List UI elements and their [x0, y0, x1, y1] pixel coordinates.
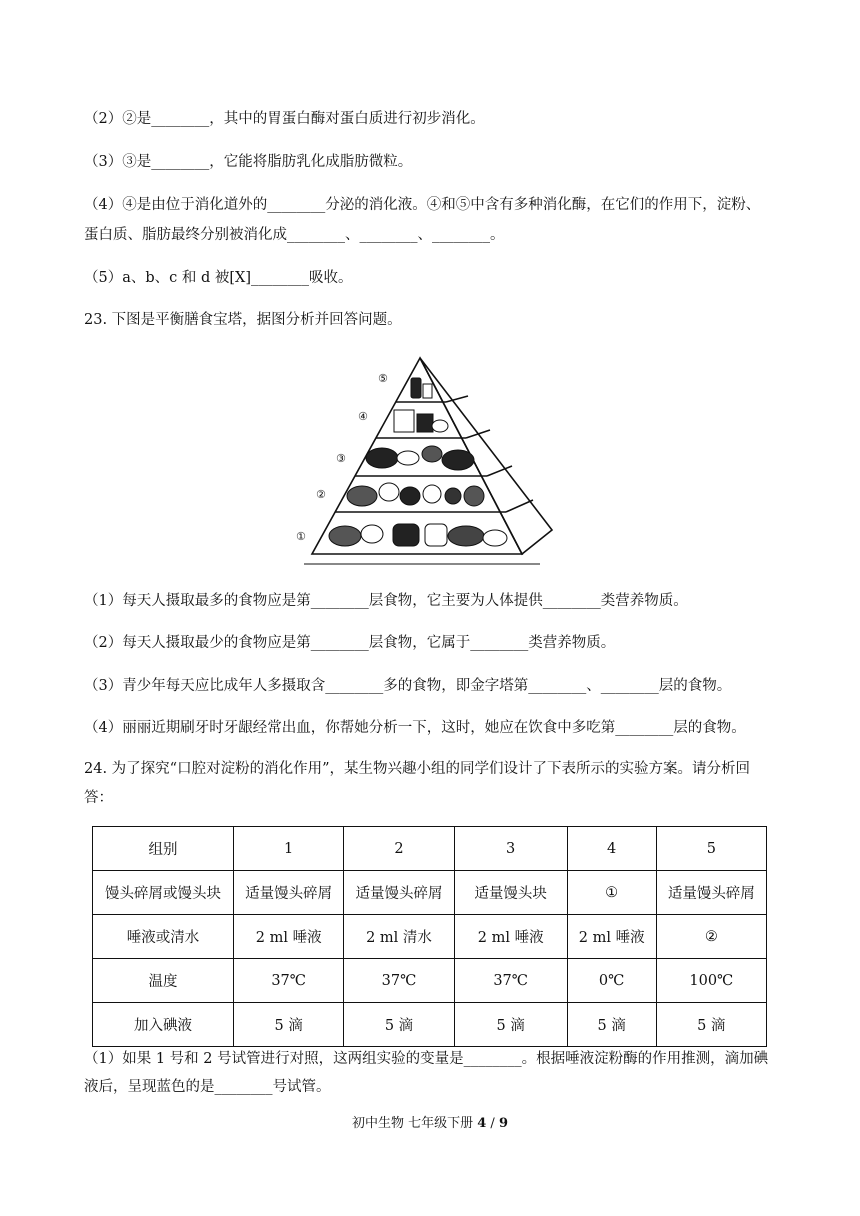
table-row [93, 915, 767, 959]
table-cell: 37℃ [234, 959, 344, 1003]
food-pyramid-image [290, 350, 565, 565]
table-cell: 1 [234, 827, 344, 871]
table-row [93, 827, 767, 871]
table-row [93, 959, 767, 1003]
table-cell: 适量馒头块 [454, 871, 567, 915]
line-p2: （2）②是________，其中的胃蛋白酶对蛋白质进行初步消化。 [84, 111, 485, 127]
footer-page-number: 4 [477, 1116, 487, 1131]
table-cell: 馒头碎屑或馒头块 [93, 871, 234, 915]
question-24-line1: 24. 为了探究“口腔对淀粉的消化作用”，某生物兴趣小组的同学们设计了下表所示的实验方案。请分析回 [84, 761, 750, 777]
line-q23-4: （4）丽丽近期刷牙时牙龈经常出血，你帮她分析一下，这时，她应在饮食中多吃第________层的食物。 [84, 720, 746, 736]
line-p4a: （4）④是由位于消化道外的________分泌的消化液。④和⑤中含有多种消化酶，在它们的作用下，淀粉、 [84, 197, 761, 213]
table-cell: 100℃ [656, 959, 766, 1003]
experiment-table [92, 826, 767, 1047]
question-23: 23. 下图是平衡膳食宝塔，据图分析并回答问题。 [84, 312, 402, 328]
footer-subject: 初中生物 七年级下册 [351, 1116, 478, 1131]
pyramid-level-2-label: ② [316, 488, 326, 501]
table-cell: 5 滴 [656, 1003, 766, 1047]
table-cell: 5 滴 [454, 1003, 567, 1047]
table-cell: 适量馒头碎屑 [234, 871, 344, 915]
table-cell: 5 [656, 827, 766, 871]
table-cell: 2 ml 唾液 [454, 915, 567, 959]
table-cell: 5 滴 [234, 1003, 344, 1047]
table-cell: ② [656, 915, 766, 959]
table-cell: 组别 [93, 827, 234, 871]
question-24-line2: 答： [84, 790, 113, 806]
pyramid-level-1-label: ① [296, 530, 306, 543]
table-cell: 5 滴 [567, 1003, 656, 1047]
footer-separator: / [486, 1116, 499, 1131]
page-footer [0, 1112, 860, 1131]
pyramid-level-4-label: ④ [358, 410, 368, 423]
table-row [93, 871, 767, 915]
table-cell: 2 ml 唾液 [234, 915, 344, 959]
table-cell: 适量馒头碎屑 [344, 871, 454, 915]
table-cell: 2 ml 清水 [344, 915, 454, 959]
line-q24-1a: （1）如果 1 号和 2 号试管进行对照，这两组实验的变量是________。根据唾液淀粉酶的作用推测，滴加碘 [84, 1051, 769, 1067]
table-cell: 37℃ [344, 959, 454, 1003]
line-p5: （5）a、b、c 和 d 被[X]________吸收。 [84, 270, 353, 286]
table-cell: 2 ml 唾液 [567, 915, 656, 959]
table-cell: 适量馒头碎屑 [656, 871, 766, 915]
line-q23-2: （2）每天人摄取最少的食物应是第________层食物，它属于________类营养物质。 [84, 635, 616, 651]
footer-page-total: 9 [498, 1116, 508, 1131]
table-cell: 0℃ [567, 959, 656, 1003]
pyramid-level-5-label: ⑤ [378, 372, 388, 385]
line-q23-1: （1）每天人摄取最多的食物应是第________层食物，它主要为人体提供________类营养物质。 [84, 593, 688, 609]
table-cell: 4 [567, 827, 656, 871]
table-cell: 37℃ [454, 959, 567, 1003]
table-cell: 加入碘液 [93, 1003, 234, 1047]
line-q24-1b: 液后，呈现蓝色的是________号试管。 [84, 1079, 331, 1095]
pyramid-level-3-label: ③ [336, 452, 346, 465]
table-cell: 5 滴 [344, 1003, 454, 1047]
table-cell: ① [567, 871, 656, 915]
line-q23-3: （3）青少年每天应比成年人多摄取含________多的食物，即金字塔第________、________层的食物。 [84, 678, 732, 694]
line-p3: （3）③是________，它能将脂肪乳化成脂肪微粒。 [84, 154, 413, 170]
table-cell: 3 [454, 827, 567, 871]
line-p4b: 蛋白质、脂肪最终分别被消化成________、________、________。 [84, 227, 505, 243]
table-cell: 唾液或清水 [93, 915, 234, 959]
table-cell: 2 [344, 827, 454, 871]
table-row [93, 1003, 767, 1047]
table-cell: 温度 [93, 959, 234, 1003]
